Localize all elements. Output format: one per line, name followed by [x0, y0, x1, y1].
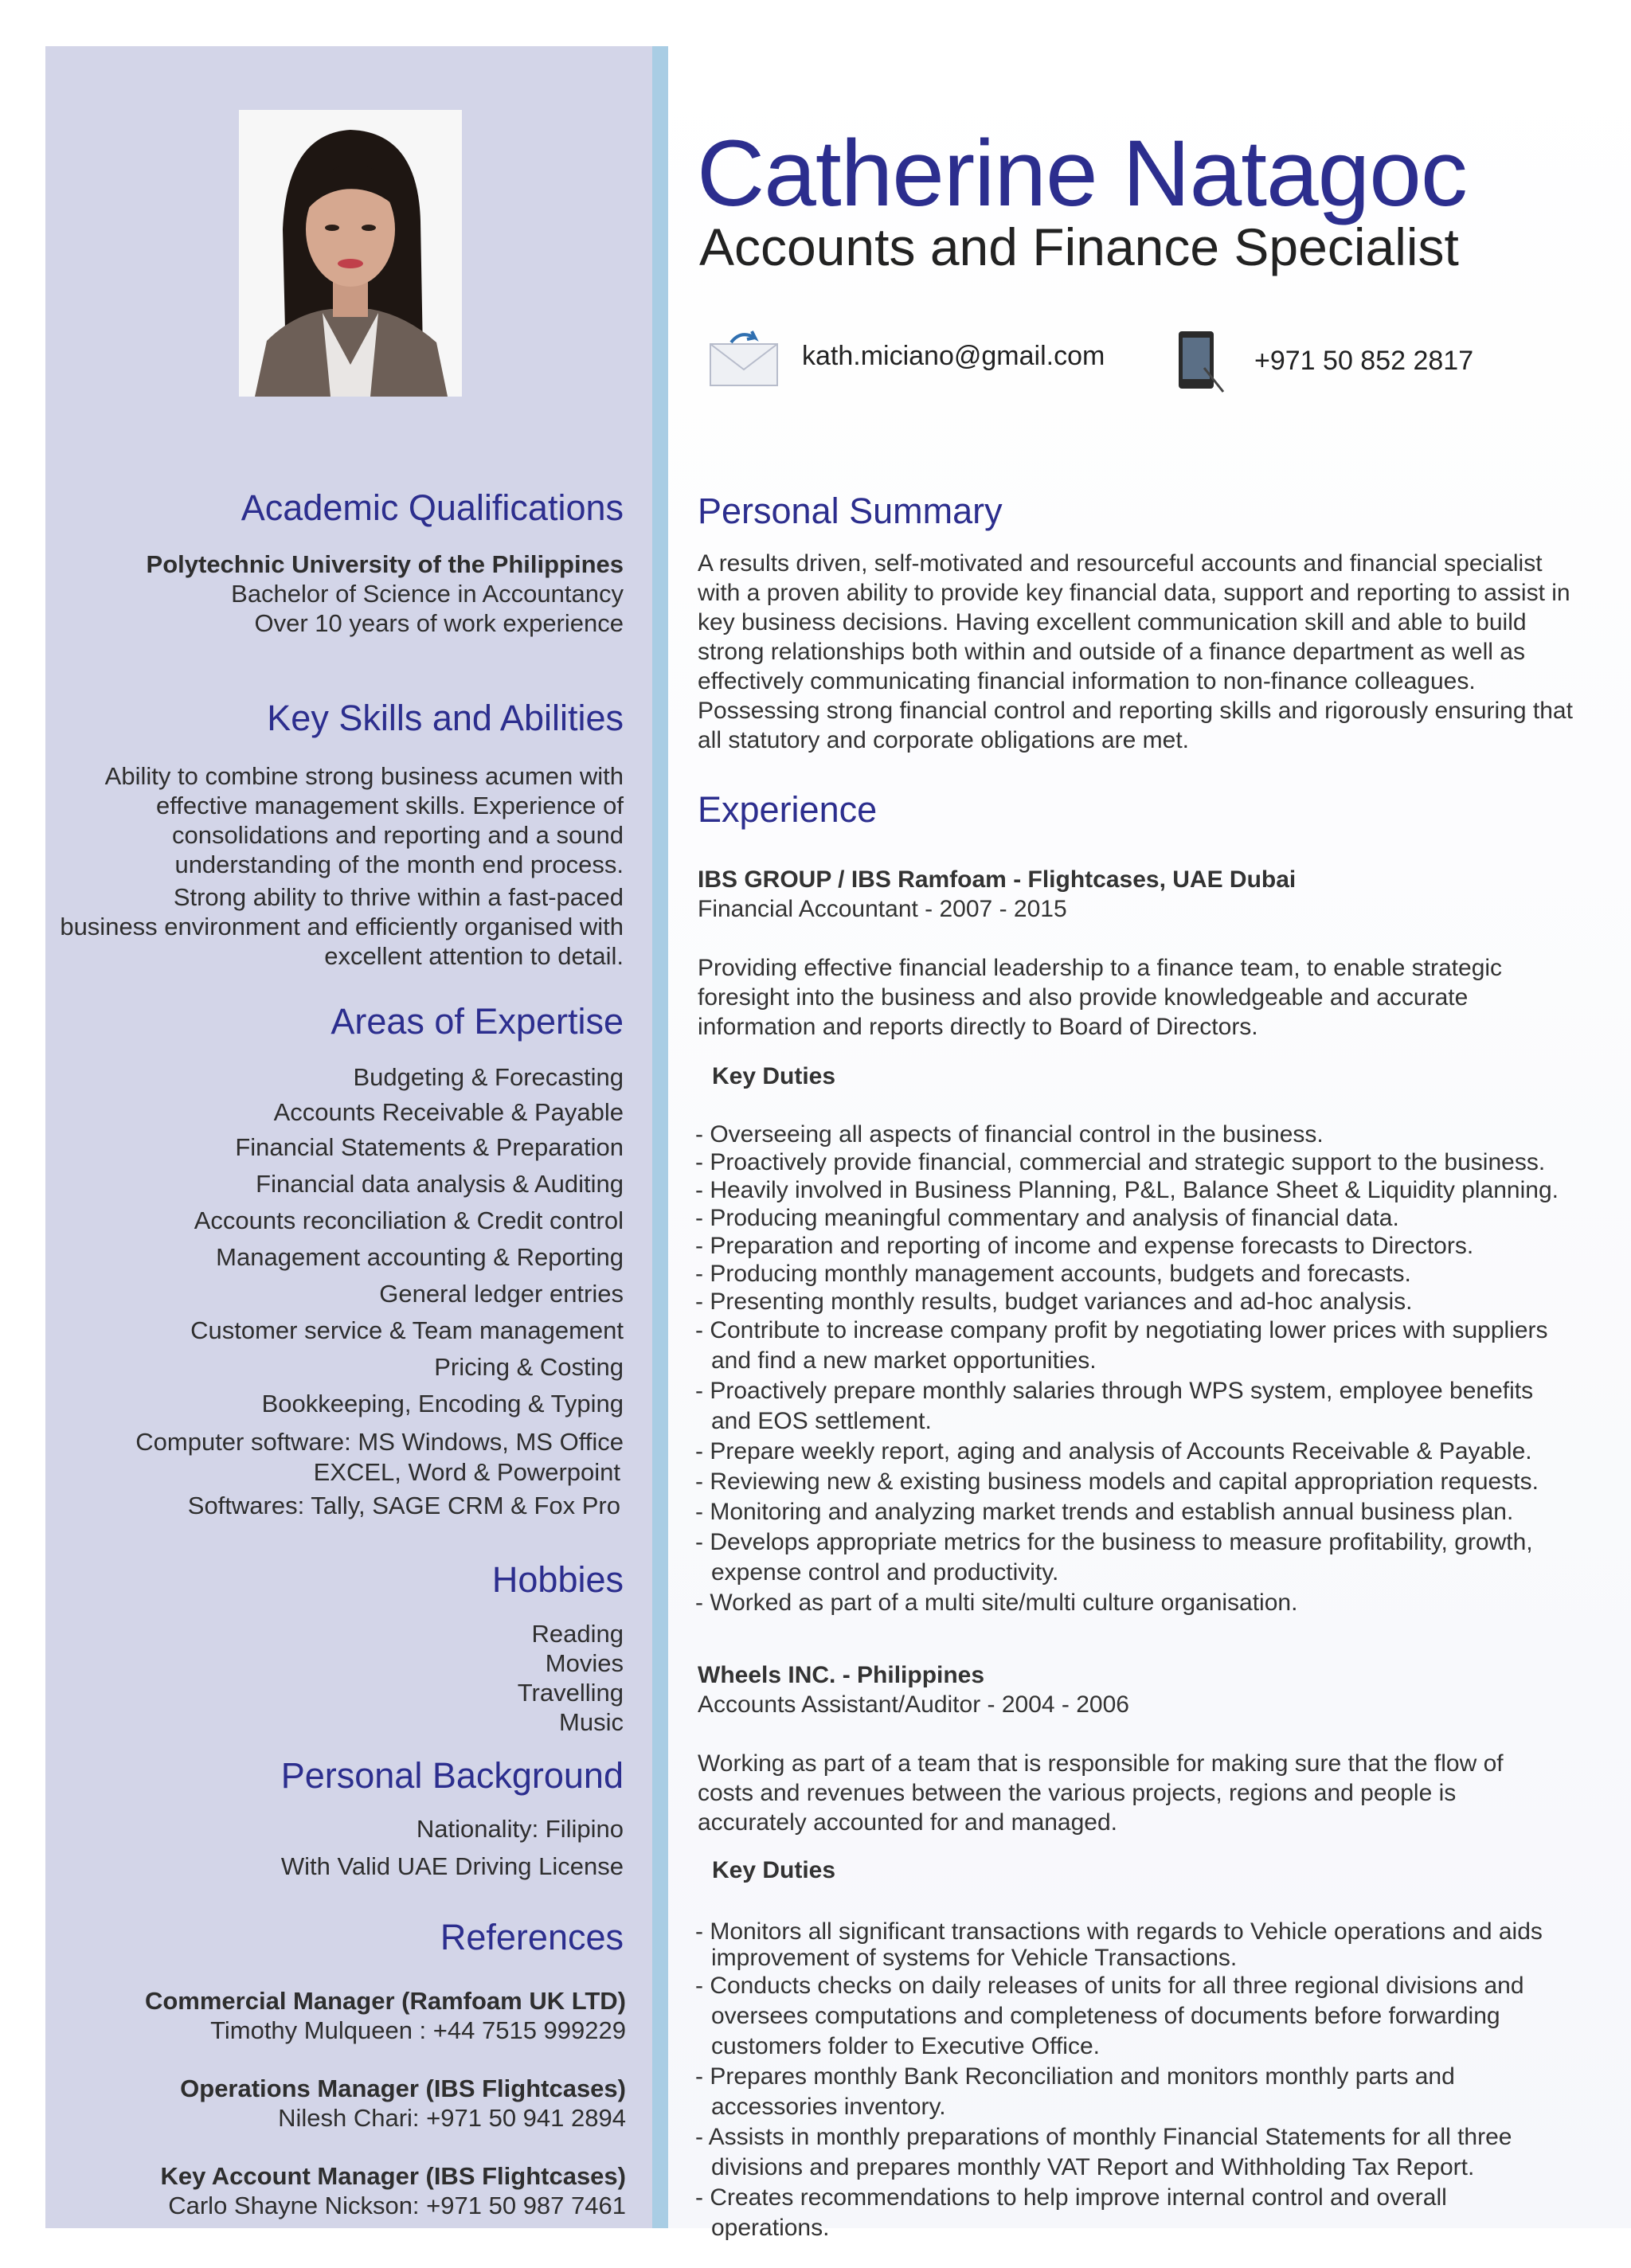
expertise-item: Customer service & Team management	[190, 1316, 624, 1344]
job-header	[698, 1660, 1598, 1719]
expertise-item: Budgeting & Forecasting	[353, 1063, 624, 1091]
duty-item: - Overseeing all aspects of financial control in the business.	[695, 1121, 1324, 1148]
profile-photo	[239, 110, 462, 397]
phone-number[interactable]: +971 50 852 2817	[1254, 346, 1474, 376]
duties-heading: Key Duties	[712, 1063, 836, 1089]
summary-text: A results driven, self-motivated and resourceful accounts and financial specialist with a proven ability to provide key financial data, support and reporting to assist in key business decisions. Having excellent communication skill and able to build strong relationships both within and outside of a finance department as well as effectively communicating financial information to non-finance colleagues. Possessing strong financial control and reporting skills and rigorously ensuring that all statutory and corporate obligations are met.	[698, 550, 1573, 753]
phone-icon	[1172, 328, 1228, 398]
hobby-item: Reading	[531, 1620, 624, 1648]
duty-item: - Presenting monthly results, budget variances and ad-hoc analysis.	[695, 1288, 1413, 1315]
hobbies-heading: Hobbies	[491, 1559, 624, 1600]
references-list	[145, 1986, 626, 2220]
academic-block	[147, 549, 624, 638]
reference-title: Key Account Manager (IBS Flightcases)	[160, 2162, 626, 2190]
company-name: Wheels INC. - Philippines	[698, 1662, 985, 1688]
background-heading: Personal Background	[280, 1755, 624, 1796]
duties-heading: Key Duties	[712, 1857, 836, 1883]
duty-item: - Prepares monthly Bank Reconciliation and monitors monthly parts and	[695, 2063, 1455, 2090]
duty-item: and find a new market opportunities.	[711, 1347, 1097, 1374]
duties-list	[695, 1120, 1559, 1618]
expertise-item: Softwares: Tally, SAGE CRM & Fox Pro	[187, 1492, 620, 1519]
duty-item: expense control and productivity.	[711, 1559, 1059, 1586]
reference-contact: Carlo Shayne Nickson: +971 50 987 7461	[168, 2192, 626, 2219]
skills-line: understanding of the month end process.	[174, 850, 624, 878]
summary-heading: Personal Summary	[698, 491, 1003, 531]
duty-item: - Heavily involved in Business Planning, P&L, Balance Sheet & Liquidity planning.	[695, 1177, 1559, 1203]
expertise-item: General ledger entries	[379, 1280, 624, 1308]
duty-item: - Monitoring and analyzing market trends and establish annual business plan.	[695, 1499, 1514, 1525]
candidate-title: Accounts and Finance Specialist	[699, 217, 1459, 276]
skills-line: Ability to combine strong business acumen with	[104, 762, 624, 790]
job-position: Accounts Assistant/Auditor - 2004 - 2006	[698, 1691, 1129, 1718]
duty-item: oversees computations and completeness of documents before forwarding	[711, 2003, 1500, 2029]
expertise-item: Financial data analysis & Auditing	[256, 1170, 624, 1198]
hobby-item: Travelling	[517, 1679, 624, 1707]
job-header	[698, 865, 1598, 924]
references-heading: References	[440, 1917, 624, 1957]
background-block	[281, 1809, 624, 1884]
duties-list	[695, 1918, 1543, 2243]
duty-item: - Reviewing new & existing business models and capital appropriation requests.	[695, 1468, 1539, 1495]
skills-block	[60, 761, 624, 971]
expertise-item: Bookkeeping, Encoding & Typing	[261, 1390, 624, 1418]
expertise-item: Computer software: MS Windows, MS Office	[135, 1428, 624, 1456]
skills-line: excellent attention to detail.	[324, 942, 624, 970]
email-address[interactable]: kath.miciano@gmail.com	[802, 341, 1105, 371]
expertise-item: EXCEL, Word & Powerpoint	[313, 1458, 620, 1486]
duty-item: - Monitors all significant transactions with regards to Vehicle operations and aids	[695, 1918, 1543, 1945]
school-name: Polytechnic University of the Philippines	[146, 550, 624, 578]
duty-item: - Preparation and reporting of income and expense forecasts to Directors.	[695, 1233, 1474, 1259]
driving-license: With Valid UAE Driving License	[280, 1852, 624, 1880]
skills-line: consolidations and reporting and a sound	[171, 821, 624, 849]
duty-item: and EOS settlement.	[711, 1408, 932, 1434]
duty-item: - Producing meaningful commentary and analysis of financial data.	[695, 1205, 1399, 1231]
job-description: Providing effective financial leadership to a finance team, to enable strategic foresight into the business and also provide knowledgeable and accurate information and reports directly to Board of Directors.	[698, 955, 1503, 1040]
reference-title: Commercial Manager (Ramfoam UK LTD)	[144, 1987, 626, 2015]
hobby-item: Music	[559, 1708, 624, 1736]
hobby-item: Movies	[545, 1649, 624, 1677]
candidate-name: Catherine Natagoc	[697, 121, 1467, 226]
duty-item: - Proactively provide financial, commercial and strategic support to the business.	[695, 1149, 1546, 1175]
duty-item: - Assists in monthly preparations of monthly Financial Statements for all three	[695, 2124, 1512, 2150]
expertise-item: Accounts reconciliation & Credit control	[194, 1206, 624, 1234]
expertise-item: Accounts Receivable & Payable	[273, 1098, 624, 1126]
experience-heading: Experience	[698, 789, 878, 830]
duty-item: - Contribute to increase company profit by negotiating lower prices with suppliers	[695, 1317, 1548, 1343]
expertise-item: Pricing & Costing	[434, 1353, 624, 1381]
expertise-item: Financial Statements & Preparation	[235, 1133, 624, 1161]
degree: Bachelor of Science in Accountancy	[231, 580, 624, 608]
duty-item: customers folder to Executive Office.	[711, 2033, 1100, 2059]
job-position: Financial Accountant - 2007 - 2015	[698, 896, 1067, 922]
expertise-list	[135, 1059, 624, 1524]
duty-item: - Proactively prepare monthly salaries through WPS system, employee benefits	[695, 1378, 1534, 1404]
duty-item: - Conducts checks on daily releases of units for all three regional divisions and	[695, 1973, 1524, 1999]
duty-item: divisions and prepares monthly VAT Report and Withholding Tax Report.	[711, 2154, 1475, 2180]
email-icon	[707, 328, 780, 393]
duty-item: - Worked as part of a multi site/multi culture organisation.	[695, 1590, 1298, 1616]
duty-item: improvement of systems for Vehicle Transactions.	[711, 1945, 1238, 1971]
duty-item: - Producing monthly management accounts, budgets and forecasts.	[695, 1261, 1411, 1287]
reference-contact: Timothy Mulqueen : +44 7515 999229	[210, 2016, 626, 2044]
duty-item: accessories inventory.	[711, 2094, 946, 2120]
reference-contact: Nilesh Chari: +971 50 941 2894	[278, 2104, 626, 2132]
duty-item: operations.	[711, 2215, 830, 2241]
nationality: Nationality: Filipino	[416, 1815, 624, 1843]
duty-item: - Creates recommendations to help improve internal control and overall	[695, 2184, 1447, 2211]
work-experience-years: Over 10 years of work experience	[254, 609, 624, 637]
expertise-heading: Areas of Expertise	[331, 1001, 624, 1042]
expertise-item: Management accounting & Reporting	[216, 1243, 624, 1271]
duty-item: - Prepare weekly report, aging and analysis of Accounts Receivable & Payable.	[695, 1438, 1532, 1464]
job-description: Working as part of a team that is responsible for making sure that the flow of costs and revenues between the various projects, regions and people is accurately accounted for and managed.	[698, 1750, 1504, 1836]
academic-heading: Academic Qualifications	[241, 487, 624, 528]
sidebar-divider	[652, 46, 668, 2228]
skills-heading: Key Skills and Abilities	[267, 698, 624, 738]
reference-title: Operations Manager (IBS Flightcases)	[180, 2074, 626, 2102]
duty-item: - Develops appropriate metrics for the business to measure profitability, growth,	[695, 1529, 1533, 1555]
company-name: IBS GROUP / IBS Ramfoam - Flightcases, UAE Dubai	[698, 866, 1297, 893]
skills-line: effective management skills. Experience of	[155, 792, 624, 819]
hobbies-list	[518, 1619, 624, 1737]
skills-line: business environment and efficiently organised with	[60, 913, 624, 940]
skills-line: Strong ability to thrive within a fast-paced	[173, 883, 624, 911]
